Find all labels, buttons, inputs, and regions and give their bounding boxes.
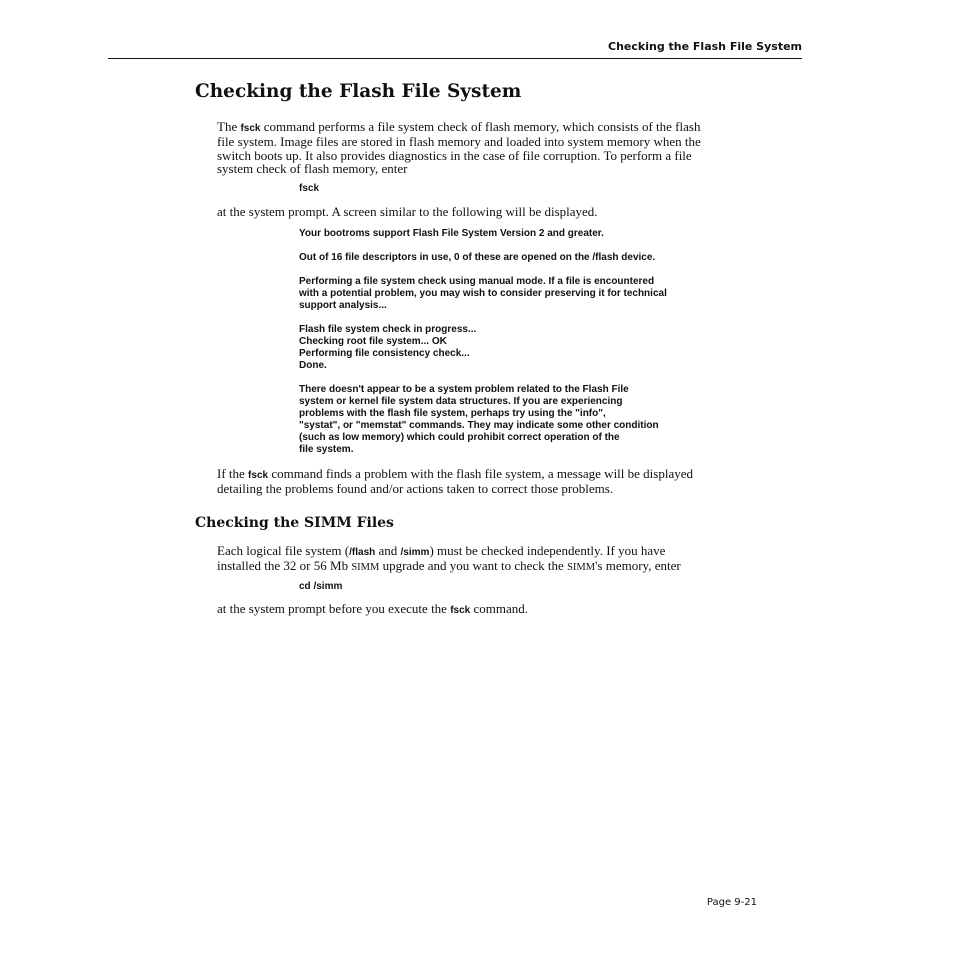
intro-line-4: system check of flash memory, enter	[217, 160, 408, 176]
running-header: Checking the Flash File System	[608, 40, 802, 53]
output-line: There doesn't appear to be a system problem related to the Flash File	[299, 384, 629, 395]
after-command-paragraph: at the system prompt. A screen similar to the following will be displayed.	[217, 204, 598, 219]
output-line: file system.	[299, 444, 354, 455]
output-line: Done.	[299, 360, 327, 371]
final-paragraph: at the system prompt before you execute the fsck command.	[217, 601, 528, 616]
simm-paragraph	[217, 544, 753, 575]
problem-line-2: detailing the problems found and/or actions taken to correct those problems.	[217, 481, 614, 497]
output-line: Performing a file system check using manual mode. If a file is encountered	[299, 276, 655, 287]
problem-line-1: If the fsck command finds a problem with the flash file system, a message will be displayed	[217, 466, 693, 481]
page-number: Page 9-21	[706, 897, 757, 908]
output-line: (such as low memory) which could prohibit correct operation of the	[299, 432, 620, 443]
section-title: Checking the Flash File System	[195, 81, 522, 102]
subsection-title: Checking the SIMM Files	[195, 515, 394, 531]
inline-command: fsck	[240, 123, 261, 134]
intro-paragraph	[217, 120, 753, 175]
output-line: system or kernel file system data structures. If you are experiencing	[299, 396, 623, 407]
output-line: Flash file system check in progress...	[299, 324, 477, 335]
header-rule	[108, 58, 802, 59]
output-line: Your bootroms support Flash File System Version 2 and greater.	[299, 228, 604, 239]
output-line: Performing file consistency check...	[299, 348, 470, 359]
problem-paragraph	[217, 467, 753, 496]
inline-command: fsck	[248, 470, 269, 481]
inline-path: /simm	[400, 547, 430, 558]
output-line: "systat", or "memstat" commands. They may indicate some other condition	[299, 420, 659, 431]
inline-command: fsck	[450, 605, 471, 616]
intro-line-3: switch boots up. It also provides diagnostics in the case of file corruption. To perform a file	[217, 147, 692, 163]
command-example-2: cd /simm	[299, 581, 343, 592]
command-example: fsck	[299, 183, 320, 194]
intro-line-2: file system. Image files are stored in flash memory and loaded into system memory when the	[217, 134, 701, 150]
small-caps-term: SIMM	[567, 562, 596, 574]
simm-line-2: installed the 32 or 56 Mb SIMM upgrade and you want to check the SIMM's memory, enter	[217, 558, 681, 574]
output-line: Out of 16 file descriptors in use, 0 of these are opened on the /flash device.	[299, 252, 656, 263]
small-caps-term: SIMM	[351, 562, 380, 574]
output-line: with a potential problem, you may wish to consider preserving it for technical	[299, 288, 667, 299]
output-line: support analysis...	[299, 300, 387, 311]
output-line: Checking root file system... OK	[299, 336, 447, 347]
screen-output	[299, 228, 729, 456]
inline-path: /flash	[349, 547, 376, 558]
simm-line-1: Each logical file system (/flash and /simm) must be checked independently. If you have	[217, 543, 666, 558]
intro-line-1: The fsck command performs a file system check of flash memory, which consists of the flash	[217, 119, 701, 134]
output-line: problems with the flash file system, perhaps try using the "info",	[299, 408, 606, 419]
